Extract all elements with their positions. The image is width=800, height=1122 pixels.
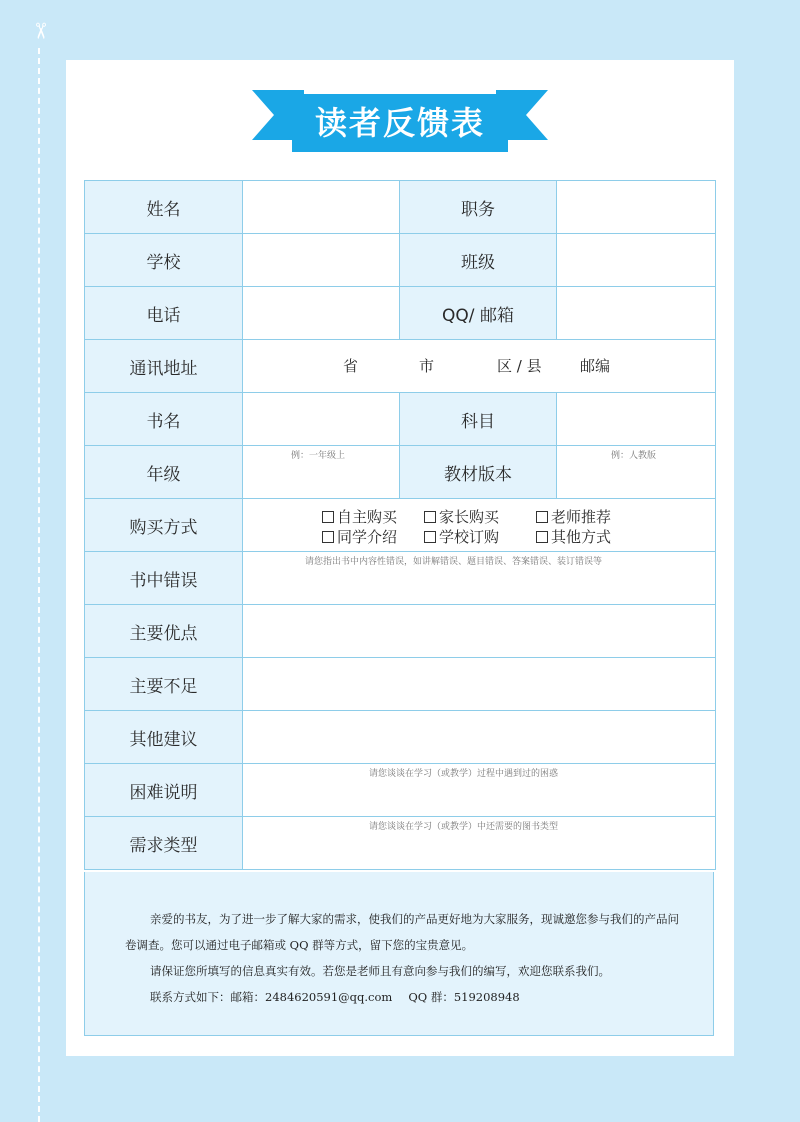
position-label: 职务 xyxy=(400,181,557,233)
contact-line xyxy=(125,984,683,1010)
purchase-options xyxy=(243,499,715,551)
subject-field[interactable] xyxy=(557,393,715,445)
errors-hint: 请您指出书中内容性错误，如讲解错误、题目错误、答案错误、装订错误等 xyxy=(305,557,603,567)
title-ribbon xyxy=(252,88,548,154)
book-name-field[interactable] xyxy=(243,393,400,445)
edition-hint: 例：人教版 xyxy=(611,451,657,461)
feedback-table xyxy=(84,180,716,870)
feedback-sheet xyxy=(66,60,734,1056)
class-field[interactable] xyxy=(557,234,715,286)
phone-field[interactable] xyxy=(243,287,400,339)
table-row xyxy=(85,658,715,711)
table-row xyxy=(85,711,715,764)
grade-field[interactable] xyxy=(243,446,400,498)
name-label: 姓名 xyxy=(85,181,243,233)
postcode-label: 邮编 xyxy=(580,357,611,375)
purchase-option[interactable] xyxy=(536,508,636,527)
table-row xyxy=(85,764,715,817)
checkbox-icon[interactable] xyxy=(536,511,548,523)
purchase-option[interactable] xyxy=(322,508,424,527)
province-label: 省 xyxy=(343,357,359,375)
table-row xyxy=(85,234,715,287)
errors-field[interactable] xyxy=(243,552,715,604)
edition-field[interactable] xyxy=(557,446,715,498)
demand-field[interactable] xyxy=(243,817,715,869)
checkbox-icon[interactable] xyxy=(536,531,548,543)
checkbox-icon[interactable] xyxy=(322,531,334,543)
suggestions-field[interactable] xyxy=(243,711,715,763)
grade-label: 年级 xyxy=(85,446,243,498)
survey-note xyxy=(84,872,714,1036)
demand-label: 需求类型 xyxy=(85,817,243,869)
qq-email-field[interactable] xyxy=(557,287,715,339)
table-row xyxy=(85,287,715,340)
difficulties-field[interactable] xyxy=(243,764,715,816)
address-field[interactable] xyxy=(243,340,715,392)
cut-line xyxy=(38,48,40,1122)
purchase-option[interactable] xyxy=(536,528,636,547)
class-label: 班级 xyxy=(400,234,557,286)
weaknesses-field[interactable] xyxy=(243,658,715,710)
table-row xyxy=(85,552,715,605)
school-field[interactable] xyxy=(243,234,400,286)
city-label: 市 xyxy=(419,357,435,375)
strengths-label: 主要优点 xyxy=(85,605,243,657)
contact-email: 联系方式如下：邮箱：2484620591@qq.com xyxy=(150,990,393,1004)
contact-qq-group: QQ 群：519208948 xyxy=(408,990,520,1004)
intro-paragraph: 亲爱的书友，为了进一步了解大家的需求，使我们的产品更好地为大家服务，现诚邀您参与我们的产品问卷调查。您可以通过电子邮箱或 QQ 群等方式，留下您的宝贵意见。 xyxy=(125,912,679,952)
table-row xyxy=(85,605,715,658)
district-label: 区 / 县 xyxy=(497,357,542,375)
difficulties-hint: 请您谈谈在学习（或教学）过程中遇到过的困惑 xyxy=(369,769,559,779)
grade-hint: 例：一年级上 xyxy=(291,451,346,461)
subject-label: 科目 xyxy=(400,393,557,445)
name-field[interactable] xyxy=(243,181,400,233)
scissors-icon: ✂ xyxy=(27,21,52,41)
checkbox-icon[interactable] xyxy=(424,531,436,543)
purchase-label: 购买方式 xyxy=(85,499,243,551)
table-row xyxy=(85,817,715,869)
purchase-option-label: 老师推荐 xyxy=(551,507,612,526)
position-field[interactable] xyxy=(557,181,715,233)
table-row xyxy=(85,499,715,552)
purchase-option[interactable] xyxy=(424,508,536,527)
purchase-checkbox-grid xyxy=(322,508,636,547)
purchase-option[interactable] xyxy=(424,528,536,547)
table-row xyxy=(85,446,715,499)
table-row xyxy=(85,181,715,234)
purchase-option-label: 自主购买 xyxy=(337,507,398,526)
purchase-option-label: 家长购买 xyxy=(439,507,500,526)
phone-label: 电话 xyxy=(85,287,243,339)
school-label: 学校 xyxy=(85,234,243,286)
book-name-label: 书名 xyxy=(85,393,243,445)
checkbox-icon[interactable] xyxy=(424,511,436,523)
address-label: 通讯地址 xyxy=(85,340,243,392)
edition-label: 教材版本 xyxy=(400,446,557,498)
purchase-option[interactable] xyxy=(322,528,424,547)
qq-email-label: QQ/ 邮箱 xyxy=(400,287,557,339)
table-row xyxy=(85,340,715,393)
difficulties-label: 困难说明 xyxy=(85,764,243,816)
purchase-option-label: 其他方式 xyxy=(551,527,612,546)
purchase-option-label: 同学介绍 xyxy=(337,527,398,546)
weaknesses-label: 主要不足 xyxy=(85,658,243,710)
demand-hint: 请您谈谈在学习（或教学）中还需要的图书类型 xyxy=(369,822,559,832)
errors-label: 书中错误 xyxy=(85,552,243,604)
checkbox-icon[interactable] xyxy=(322,511,334,523)
page-title: 读者反馈表 xyxy=(314,104,485,142)
strengths-field[interactable] xyxy=(243,605,715,657)
teacher-paragraph: 请保证您所填写的信息真实有效。若您是老师且有意向参与我们的编写，欢迎您联系我们。 xyxy=(150,964,610,978)
purchase-option-label: 学校订购 xyxy=(439,527,500,546)
table-row xyxy=(85,393,715,446)
suggestions-label: 其他建议 xyxy=(85,711,243,763)
